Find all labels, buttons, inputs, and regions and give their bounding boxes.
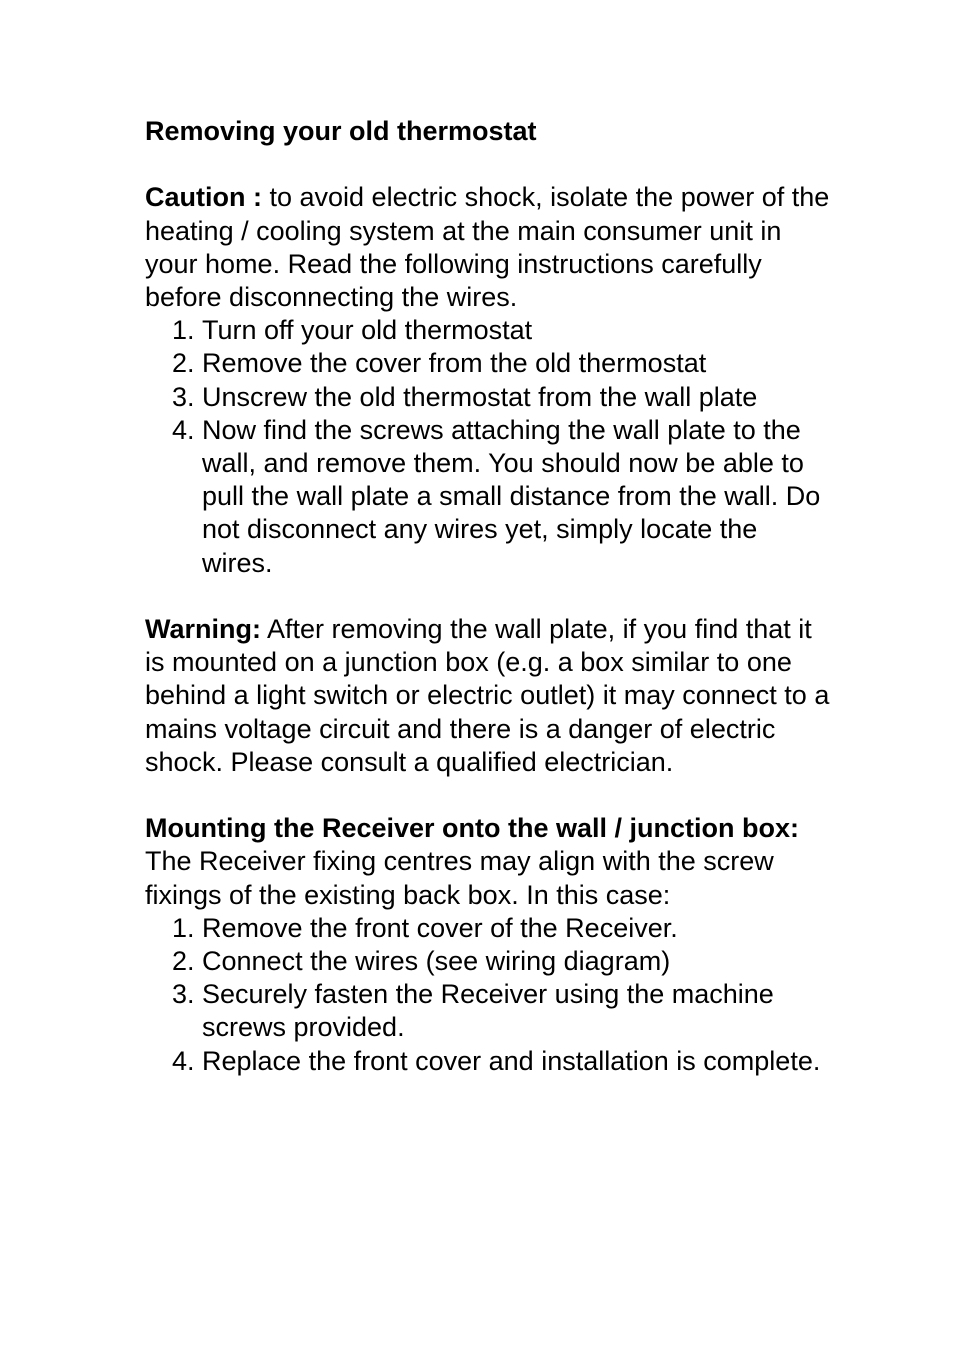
removal-steps-list: [145, 314, 835, 580]
warning-paragraph: [145, 613, 835, 779]
step-text: Remove the front cover of the Receiver.: [202, 912, 678, 943]
list-item: [145, 381, 835, 414]
step-text: Remove the cover from the old thermostat: [202, 348, 707, 379]
caution-label: Caution :: [145, 182, 262, 213]
caution-paragraph: [145, 181, 835, 314]
step-text: Now find the screws attaching the wall plate to the wall, and remove them. You should now be able to pull the wall plate a small distance from the wall. Do not disconnect any wires yet, simply locate the wires.: [202, 414, 821, 578]
warning-label: Warning:: [145, 614, 261, 645]
step-number: 4.: [172, 1045, 195, 1076]
step-number: 2.: [172, 348, 195, 379]
step-number: 4.: [172, 414, 195, 445]
step-number: 3.: [172, 979, 195, 1010]
section-heading-mounting: Mounting the Receiver onto the wall / junction box:: [145, 813, 800, 844]
section-heading-removing: Removing your old thermostat: [145, 116, 537, 146]
list-item: [145, 978, 835, 1044]
mounting-steps-list: [145, 912, 835, 1078]
list-item: [145, 414, 835, 580]
step-number: 1.: [172, 912, 195, 943]
step-text: Securely fasten the Receiver using the machine screws provided.: [202, 979, 774, 1043]
caution-text: to avoid electric shock, isolate the power of the heating / cooling system at the main consumer unit in your home. Read the following instructions carefully before disconnecting the wires.: [145, 182, 830, 312]
list-item: [145, 347, 835, 380]
list-item: [145, 945, 835, 978]
step-number: 2.: [172, 946, 195, 977]
list-item: [145, 912, 835, 945]
warning-text: After removing the wall plate, if you find that it is mounted on a junction box (e.g. a box similar to one behind a light switch or electric outlet) it may connect to a mains voltage circuit and there is a danger of electric shock. Please consult a qualified electrician.: [145, 614, 830, 777]
step-text: Replace the front cover and installation is complete.: [202, 1045, 821, 1076]
spacer: [145, 580, 835, 613]
step-text: Turn off your old thermostat: [202, 315, 533, 346]
document-page: [145, 115, 835, 1078]
spacer: [145, 779, 835, 812]
list-item: [145, 1045, 835, 1078]
step-text: Connect the wires (see wiring diagram): [202, 946, 671, 977]
step-number: 3.: [172, 381, 195, 412]
step-text: Unscrew the old thermostat from the wall plate: [202, 381, 758, 412]
mounting-intro: The Receiver fixing centres may align with the screw fixings of the existing back box. In this case:: [145, 846, 774, 910]
step-number: 1.: [172, 315, 195, 346]
spacer: [145, 148, 835, 181]
list-item: [145, 314, 835, 347]
